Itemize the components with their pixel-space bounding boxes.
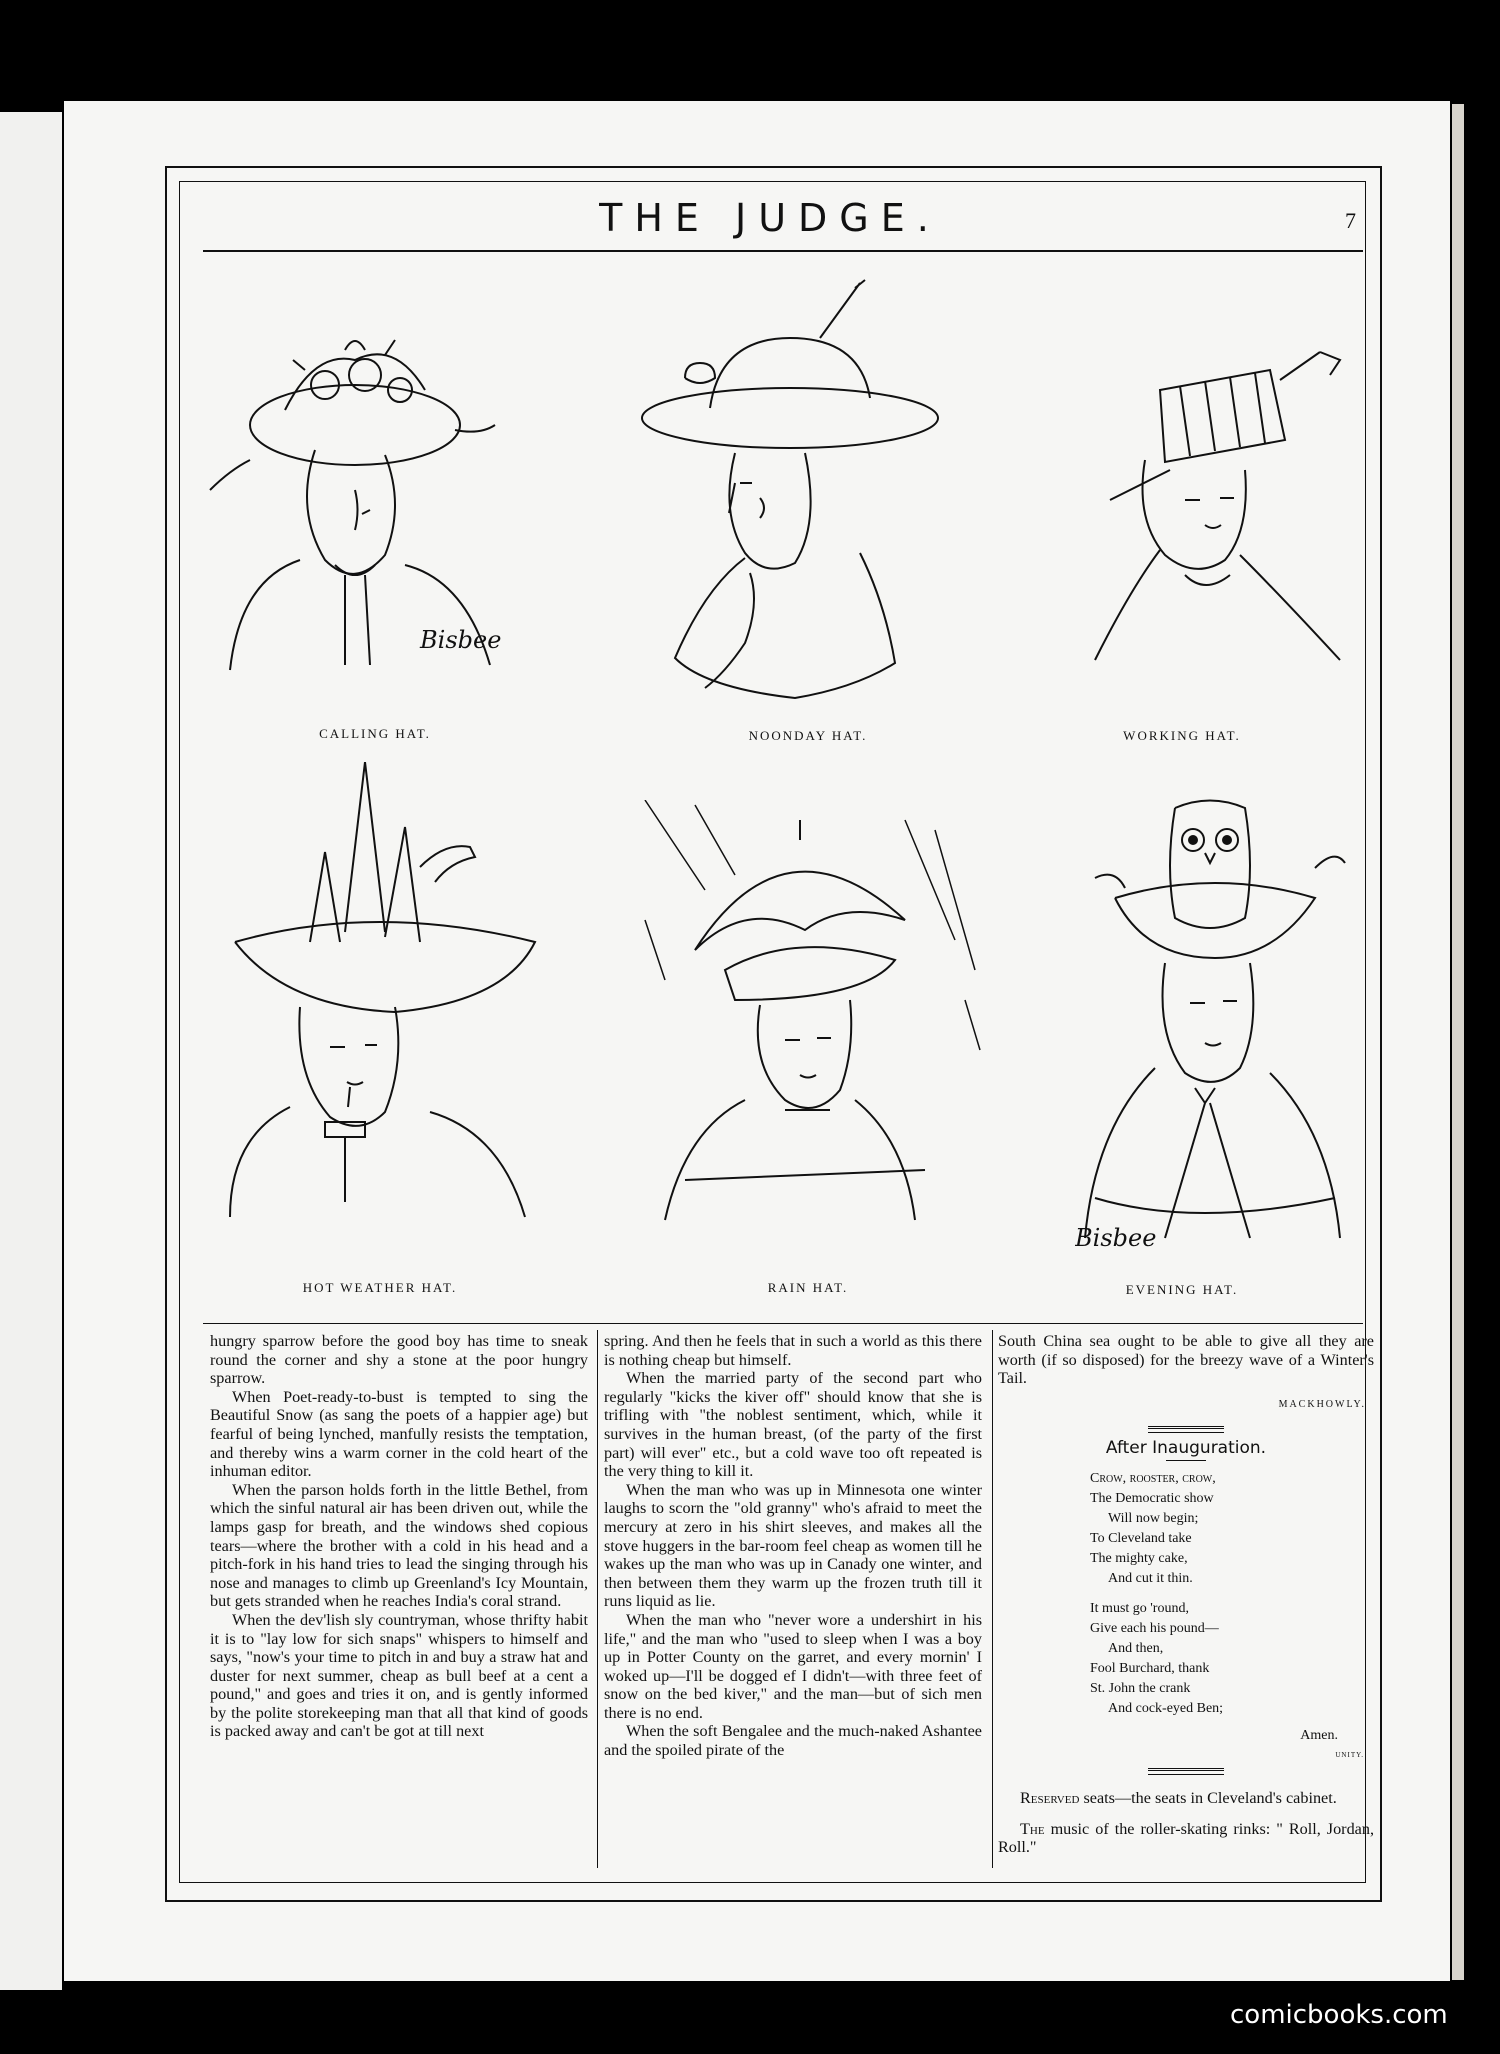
poem-rule-top [1148, 1426, 1224, 1433]
paragraph: When the man who was up in Minnesota one winter laughs to scorn the "old granny" who's afraid to meet the mercury at zero in his shirt sleeves, and makes all the stove huggers in the bar-room feel cheap as women till he wakes up the man who was up in Canady one winter, and then between them they warm up the frozen truth till it runs liquid as lie. [604, 1480, 982, 1611]
text-column-1 [210, 1332, 588, 1741]
paragraph: When the soft Bengalee and the much-naked Ashantee and the spoiled pirate of the [604, 1722, 982, 1760]
poem-line: St. John the crank [1090, 1680, 1191, 1696]
caption-evening-hat: EVENING HAT. [1125, 1282, 1239, 1297]
lead-word: Reserved [1020, 1789, 1080, 1808]
paragraph: When the dev'lish sly countryman, whose thrifty habit it is to "lay low for sich snaps" whispers to himself and says, "now's your time to pitch in and buy a straw hat and duster for next summer, cheap as bull beef at a cent a pound," and goes and tries it on, and is gently informed by the polite storekeeping man that all that kind of goods is packed away and can't be got at till next [210, 1610, 588, 1741]
column-divider-1 [597, 1330, 598, 1868]
paragraph: spring. And then he feels that in such a world as this there is nothing cheap but himself. [604, 1332, 982, 1369]
hot-weather-hat-illustration [215, 762, 575, 1232]
paragraph [998, 1789, 1374, 1808]
poem-line: The mighty cake, [1090, 1550, 1188, 1566]
masthead-rule [203, 250, 1363, 252]
poem-line: Will now begin; [1108, 1510, 1199, 1526]
page-number: 7 [1345, 208, 1356, 233]
lead-word: The [1020, 1819, 1045, 1838]
poem-line: Fool Burchard, thank [1090, 1660, 1210, 1676]
page-binding-edge [1452, 104, 1464, 1980]
poem-title-rule [1166, 1460, 1206, 1461]
paragraph: When the parson holds forth in the little Bethel, from which the sinful natural air has been driven out, while the lamps gasp for breath, and the windows shed copious tears—where the brother with a cold in his head and a pitch-fork in his hand tries to lead the singing through his nose and manages to climb up Greenland's Icy Mountain, but gets stranded when he reaches India's coral strand. [210, 1480, 588, 1611]
author-signature: MACKHOWLY. [1278, 1398, 1366, 1410]
rain-hat-illustration [635, 800, 985, 1250]
working-hat-illustration [1090, 350, 1345, 665]
caption-working-hat: WORKING HAT. [1123, 728, 1241, 743]
poem-line: To Cleveland take [1090, 1530, 1192, 1546]
poem-line: Crow, rooster, crow, [1090, 1470, 1216, 1486]
calling-hat-illustration [205, 330, 525, 675]
poem-title: After Inauguration. [1105, 1438, 1267, 1459]
paragraph: South China sea ought to be able to give all they are worth (if so disposed) for the breezy wave of a Winter's Tail. [998, 1332, 1374, 1388]
poem-line: The Democratic show [1090, 1490, 1214, 1506]
poem-signature: UNITY. [1335, 1750, 1364, 1759]
paragraph: When the man who "never wore a undershirt in his life," and the man who "used to sleep when I was a boy up in Potter County on the garret, and every mornin' I woked up—I'll be dogged ef I didn't—with three feet of snow on the bed kiver," and the man—but of sich men there is no end. [604, 1610, 982, 1722]
caption-rain-hat: RAIN HAT. [767, 1280, 849, 1295]
poem-line: It must go 'round, [1090, 1600, 1189, 1616]
previous-page-edge [0, 112, 62, 1990]
caption-calling-hat: CALLING HAT. [319, 726, 431, 741]
text-section-rule [203, 1323, 1363, 1324]
paragraph [998, 1820, 1374, 1857]
column-divider-2 [992, 1330, 993, 1868]
poem-line: Give each his pound— [1090, 1620, 1219, 1636]
poem [998, 1469, 1374, 1719]
text-column-3 [998, 1332, 1374, 1857]
paragraph: When the married party of the second part who regularly "kicks the kiver off" should know that she is trifling with "the noblest sentiment, which, while it survives in the human breast, (of the party of the first part) will ever" etc., but a cold wave too oft repeated is the very thing to kill it. [604, 1369, 982, 1481]
text-column-2 [604, 1332, 982, 1760]
paragraph: hungry sparrow before the good boy has time to sneak round the corner and shy a stone at the poor hungry sparrow. [210, 1332, 588, 1388]
masthead: THE JUDGE. [599, 196, 941, 240]
caption-noonday-hat: NOONDAY HAT. [748, 728, 868, 743]
caption-hot-weather-hat: HOT WEATHER HAT. [302, 1280, 458, 1295]
evening-hat-illustration [1075, 798, 1355, 1258]
poem-line: And then, [1108, 1640, 1164, 1656]
poem-line: And cock-eyed Ben; [1108, 1700, 1224, 1716]
poem-amen: Amen. [1300, 1727, 1338, 1743]
paragraph: When Poet-ready-to-bust is tempted to sing the Beautiful Snow (as sang the poets of a happier age) but fearful of being lynched, manfully resists the temptation, and thereby wins a warm corner in the cold heart of the inhuman editor. [210, 1387, 588, 1481]
noonday-hat-illustration [640, 278, 940, 703]
artist-signature-1: Bisbee [420, 626, 502, 654]
poem-rule-bottom [1148, 1768, 1224, 1775]
watermark: comicbooks.com [1230, 2000, 1448, 2030]
poem-line: And cut it thin. [1108, 1570, 1193, 1586]
paragraph-text: music of the roller-skating rinks: " Roll, Jordan, Roll." [998, 1819, 1374, 1857]
paragraph-text: seats—the seats in Cleveland's cabinet. [1079, 1789, 1337, 1808]
artist-signature-2: Bisbee [1075, 1224, 1157, 1252]
